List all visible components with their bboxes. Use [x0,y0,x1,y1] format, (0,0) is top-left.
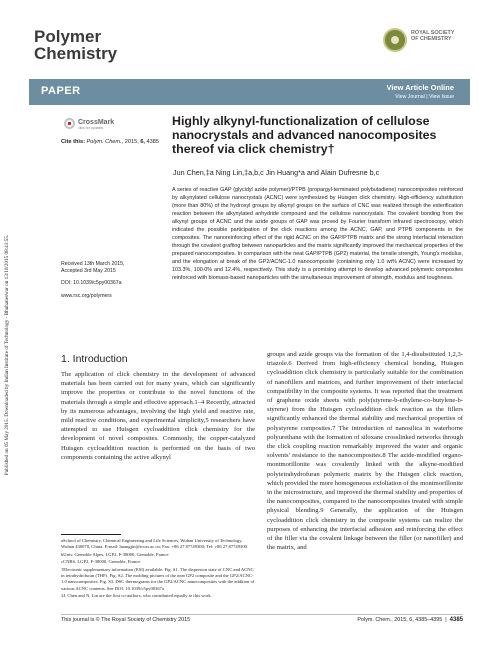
download-side-note [3,120,11,590]
journal-title-line1: Polymer [34,27,102,46]
footnote-esi: †Electronic supplementary information (ESI) available: Fig. S1. The dispersion state of CNC and ACNC in tetrahydrofuran (THF). Fig. S2. The molding pictures of the neat GP2 composite and the GP2/ACNC-1.0 nanocomposites. Fig. S3. DSC thermograms for the GP2/ACNC nanocomposites with the addition of various ACNC contents. See DOI: 10.1039/c5py00367a [61,566,255,591]
intro-left-column: The application of click chemistry in the development of advanced materials has been carried out for many years, which can significantly improve the properties or contribute to the novel functions of the materials through a simple and effective approach.1–4 Recently, attracted by its numerous advantages, involving the high yield and reactive rate, mild reactive conditions, and experimental simplicity,5 researchers have attempted to use Huisgen cycloaddition click chemistry for the development of novel composites. Commonly, the copper-catalyzed Huisgen cycloaddition reaction is performed on the basis of two components containing the active alkynyl [61,371,255,461]
rsc-logo [383,28,463,58]
footnote-affiliation-a: aSchool of Chemistry, Chemical Engineering and Life Sciences, Wuhan University of Technology, Wuhan 430070, China. E-mail: huangjin@iccas.ac.cn; Fax: +86 27 87749300; Tel: +86 27 87749300 [61,538,247,550]
doi-link[interactable]: DOI: 10.1039/c5py00367a [61,280,122,287]
cite-volume: 6, [140,139,145,145]
page-number: 4385 [449,617,463,623]
article-type-label: PAPER [41,85,81,97]
cite-journal: Polym. Chem., [86,139,124,145]
received-date: Received 13th March 2015, [61,261,125,267]
rsc-seal-icon [383,28,407,52]
footnote-affiliation-b: bUniv. Grenoble Alpes, LGP2, F-38000, Grenoble, France [61,551,169,557]
view-article-online-link[interactable]: View Article Online [386,83,454,92]
article-dates [61,261,161,300]
footnote-coauthors: ‡J. Chen and N. Lin are the first co-authors, who contributed equally to this work. [61,593,212,599]
cite-pages: 4385 [146,139,159,145]
paper-banner [29,79,470,105]
cite-this [61,139,166,146]
accepted-date: Accepted 3rd May 2015 [61,268,116,275]
rsc-logo-line2: OF CHEMISTRY [411,36,452,43]
footer-cite: Polym. Chem., 2015, 6, 4385–4395 [357,617,443,623]
journal-url-link[interactable]: www.rsc.org/polymers [61,292,112,299]
footnote-affiliation-c: cCNRS, LGP2, F-38000, Grenoble, France [61,559,141,565]
crossmark-label: CrossMark [78,119,115,126]
cite-year: 2015, [124,139,139,145]
footer-copyright: This journal is © The Royal Society of Chemistry 2015 [61,617,191,623]
crossmark-sub: click for updates [78,126,104,130]
crossmark-icon [64,118,75,129]
cite-prefix: Cite this: [61,139,85,145]
footer-divider [61,614,463,615]
journal-title [34,28,214,62]
article-abstract: A series of reactive GAP (glycidyl azide polymer)/PTPB (propargyl-terminated polybutadiene) nanocomposites reinforced by alkynylated cellulose nanocrystals (ACNC) were synthesized by Huisgen click chemistry. High-efficiency substitution (more than 80%) of the hydroxyl groups by alkynyl groups on the surface of CNC was realized through the esterification reaction between the alkynylated anhydride compound and the cellulose nanocrystals. The covalent bonding from the alkynyl groups of ACNC and the azide groups of GAP was proved by Fourier transform infrared spectroscopy, which indicated the possible participation of the click reactions among the ACNC, GAP, and PTPB components in the composites. The nanoreinforcing effect of the rigid ACNC on the GAP/PTPB matrix and the strong interfacial interaction through the covalent grafting between nanoparticles and the matrix significantly improved the mechanical properties of the prepared nanocomposites. In comparison with the neat GAP/PTPB (GP2) material, the tensile strength, Young's modulus, and the elongation at break of the GP2/ACNC-1.0 nanocomposite (containing only 1.0 wt% ACNC) were increased by 103.3%, 100.0% and 12.4%, respectively. This study is a promising attempt to develop advanced polymeric composites reinforced with biomass-based nanoparticles with the simultaneous improvement of strength, modulus and toughness. [172,187,463,281]
rsc-logo-line1: ROYAL SOCIETY [411,30,455,36]
side-note-text: Published on 05 May 2015. Downloaded by Indian Institute of Technology - Bhubaneswar on 13/10/2015 08:41:55. [4,234,10,476]
journal-title-line2: Chemistry [34,44,118,63]
article-authors: Jun Chen,‡a Ning Lin,‡a,b,c Jin Huang*a and Alain Dufresne b,c [173,168,380,177]
article-title: Highly alkynyl-functionalization of cellulose nanocrystals and advanced nanocomposites thereof via click chemistry† [172,114,437,157]
footer-citation: Polym. Chem., 2015, 6, 4385–4395 | 4385 [357,617,463,623]
introduction-heading: 1. Introduction [61,353,128,365]
footnotes [61,538,255,601]
view-journal-issue-links[interactable]: View Journal | View Issue [395,94,454,100]
footnote-divider [61,534,121,535]
intro-right-column: groups and azide groups via the formation of the 1,4-disubstituted 1,2,3-triazole.6 Derived from high-efficiency chemical bonding, Huisgen cycloaddition click chemistry is particularly suitable for the combination of nanofillers and matrices, and further improvement of their interfacial compatibility in the composite systems. It was reported that the treatment of graphene oxide sheets with poly(styrene-b-ethylene-co-butylene-b-styrene) from the Huisgen cycloaddition click reaction as the fillers significantly enhanced the thermal stability and mechanical properties of polystyrene composites.7 The introduction of nanosilica in waterborne polyurethane with the formation of siloxane crosslinked networks through the click coupling reaction remarkably improved the water and organic solvents' resistance to the nanocomposites.8 The azide-modified organo-montmorillonite was covalently linked with the alkyne-modified polytetrahydrofuran polymeric matrix by the Huisgen click reaction, which provided the more homogeneous exfoliation of the montmorillonite in the microstructure, and improved the thermal stability and properties of the nanocomposites, compared to the nanocomposites treated with simple physical blending.9 Generally, the application of the Huisgen cycloaddition click chemistry in the composite systems can realize the purposes of enhancing the interfacial adhesion and reinforcing the effect of the filler via the covalent linkage between the filler (or nanofiller) and the matrix, and [267,351,463,552]
crossmark-badge[interactable] [64,117,114,131]
